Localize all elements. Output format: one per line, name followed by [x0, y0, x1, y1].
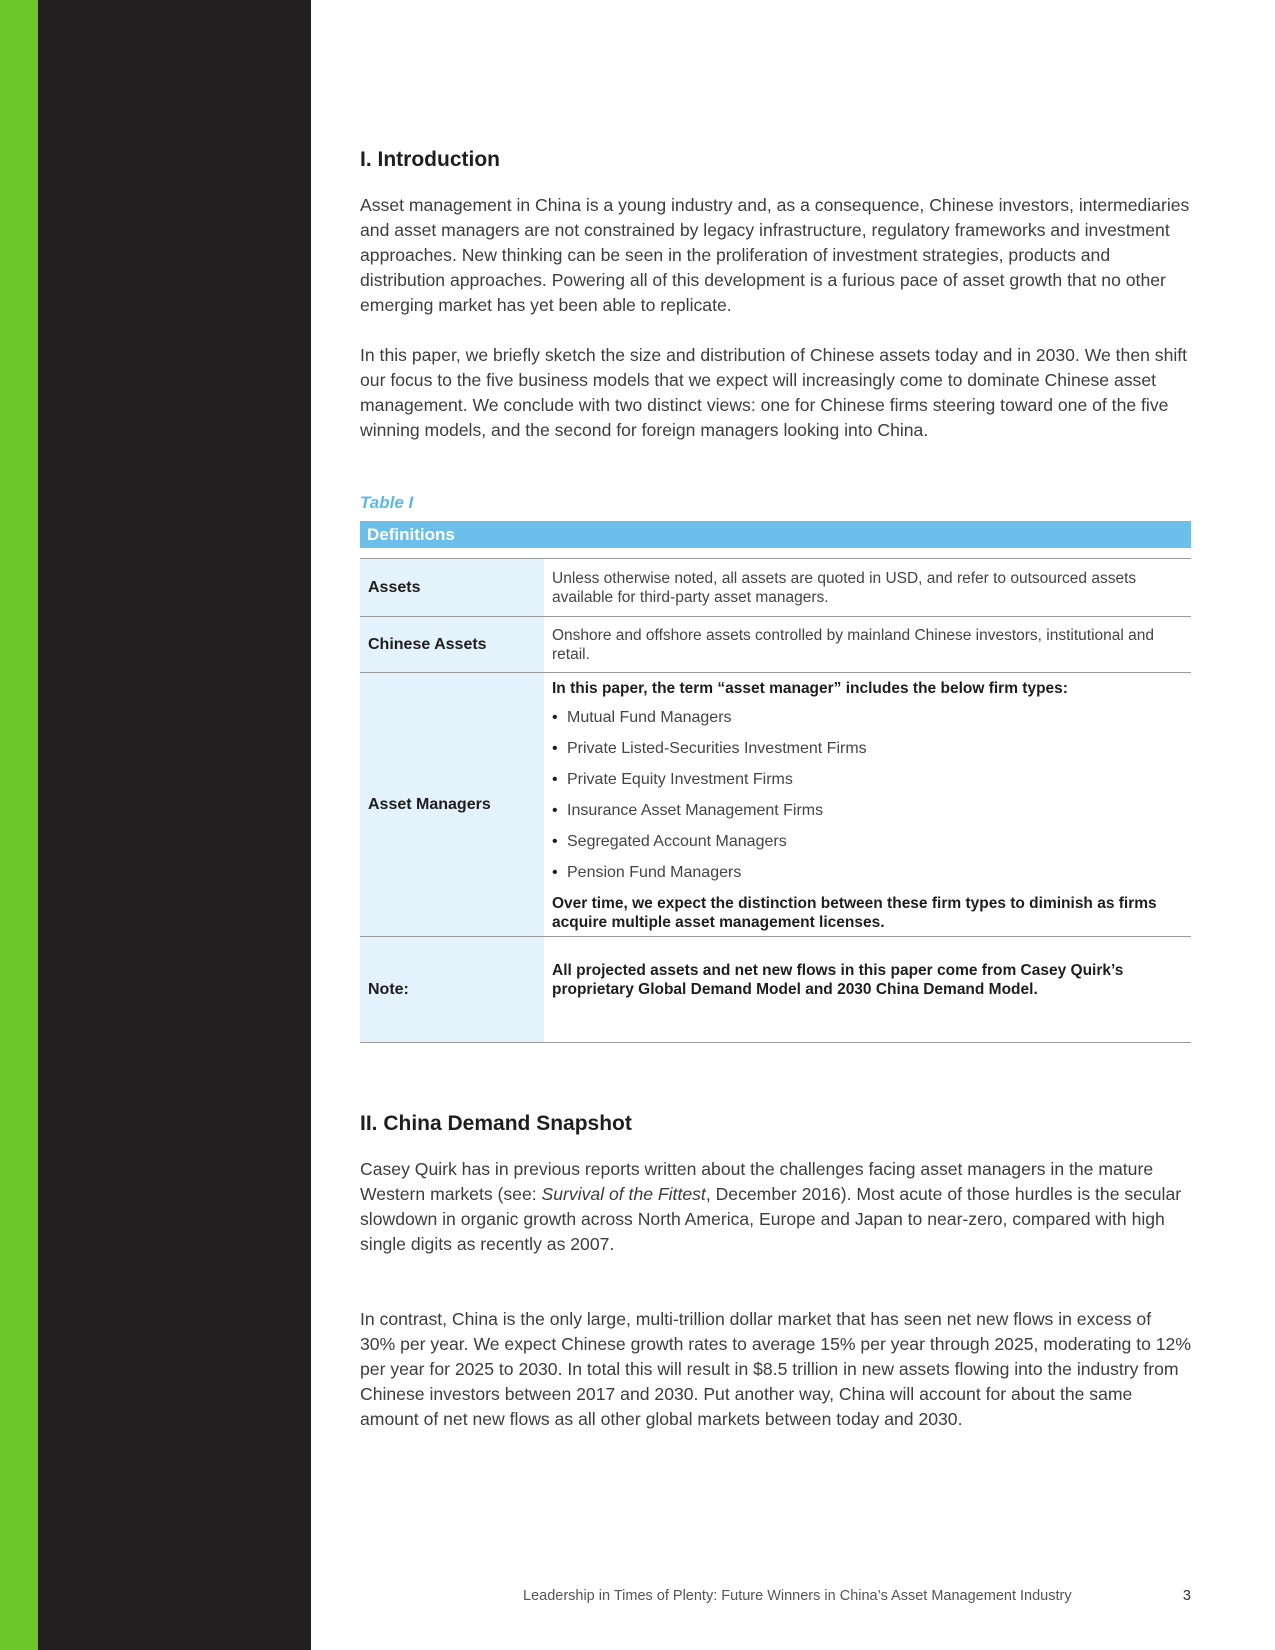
bullet-icon: • [552, 771, 558, 788]
term-label: Chinese Assets [368, 636, 487, 653]
intro-paragraph-1: Asset management in China is a young industry and, as a consequence, Chinese investors, intermediaries and asset managers are not constrained by legacy infrastructure, regulatory frameworks and investment approaches. New thinking can be seen in the proliferation of investment strategies, products and distribution approaches. Powering all of this development is a furious pace of asset growth that no other emerging market has yet been able to replicate. [360, 195, 1190, 315]
definition-outro: Over time, we expect the distinction between these firm types to diminish as firms acquire multiple asset management licenses. [552, 895, 1157, 931]
table-row [360, 616, 1191, 673]
term-cell [360, 937, 544, 1042]
list-item: • Pension Fund Managers [552, 864, 742, 881]
list-item: • Private Listed-Securities Investment Firms [552, 740, 867, 757]
term-cell [360, 673, 544, 937]
bullet-icon: • [552, 833, 558, 850]
section-heading-introduction: I. Introduction [360, 148, 500, 171]
term-label: Asset Managers [368, 796, 491, 813]
list-item: • Mutual Fund Managers [552, 709, 732, 726]
left-accent-bar [0, 0, 38, 1650]
table-row [360, 936, 1191, 1043]
table-row [360, 672, 1191, 937]
definition-text: Unless otherwise noted, all assets are quoted in USD, and refer to outsourced assets available for third-party asset managers. [552, 570, 1137, 606]
bullet-icon: • [552, 709, 558, 726]
page-number: 3 [1182, 1588, 1191, 1604]
list-item: • Insurance Asset Management Firms [552, 802, 824, 819]
term-cell [360, 617, 544, 673]
left-sidebar-band [38, 0, 311, 1650]
demand-paragraph-1: Casey Quirk has in previous reports written about the challenges facing asset managers in the mature Western markets (see: Survival of the Fittest, December 2016). Most acute of those hurdles is the secular slowdown in organic growth across North America, Europe and Japan to near-zero, compared with high single digits as recently as 2007. [360, 1159, 1182, 1254]
definition-text: Onshore and offshore assets controlled by mainland Chinese investors, institutional and retail. [552, 627, 1154, 663]
report-title-italic: Survival of the Fittest [541, 1184, 706, 1204]
list-item: • Private Equity Investment Firms [552, 771, 793, 788]
table-row [360, 558, 1191, 617]
table-header: Definitions [360, 521, 1191, 548]
bullet-icon: • [552, 802, 558, 819]
note-text: All projected assets and net new flows in this paper come from Casey Quirk’s proprietary Global Demand Model and 2030 China Demand Model. [552, 962, 1124, 998]
table-label: Table I [360, 493, 414, 512]
section-heading-demand: II. China Demand Snapshot [360, 1112, 632, 1135]
bullet-icon: • [552, 864, 558, 881]
footer-title: Leadership in Times of Plenty: Future Winners in China’s Asset Management Industry [523, 1588, 1072, 1604]
intro-paragraph-2: In this paper, we briefly sketch the size and distribution of Chinese assets today and in 2030. We then shift our focus to the five business models that we expect will increasingly come to dominate Chinese asset management. We conclude with two distinct views: one for Chinese firms steering toward one of the five winning models, and the second for foreign managers looking into China. [360, 345, 1188, 440]
term-label: Note: [368, 980, 409, 998]
term-label: Assets [368, 579, 421, 596]
term-cell [360, 559, 544, 617]
bullet-icon: • [552, 740, 558, 757]
demand-paragraph-2: In contrast, China is the only large, multi-trillion dollar market that has seen net new flows in excess of 30% per year. We expect Chinese growth rates to average 15% per year through 2025, moderating to 12% per year for 2025 to 2030. In total this will result in $8.5 trillion in new assets flowing into the industry from Chinese investors between 2017 and 2030. Put another way, China will account for about the same amount of net new flows as all other global markets between today and 2030. [360, 1309, 1191, 1429]
list-item: • Segregated Account Managers [552, 833, 787, 850]
definition-intro: In this paper, the term “asset manager” includes the below firm types: [552, 680, 1068, 697]
